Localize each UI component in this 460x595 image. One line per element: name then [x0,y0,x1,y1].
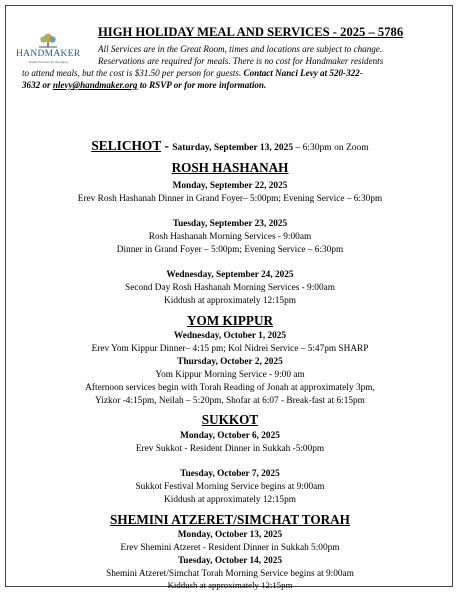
yom-kippur-line: Afternoon services begin with Torah Reading of Jonah at approximately 3pm, [85,383,375,393]
shemini-date-1: Monday, October 13, 2025 [177,530,283,540]
email-link[interactable]: nlevy@handmaker.org [52,80,138,90]
yom-kippur-date-1: Wednesday, October 1, 2025 [173,331,287,341]
yom-kippur-heading: YOM KIPPUR [186,313,274,328]
yom-kippur-line: Yizkor -4:15pm, Neilah – 5:20pm, Shofar at 6:07 - Break-fast at 6:15pm [95,396,365,406]
rosh-hashanah-date-1: Monday, September 22, 2025 [172,181,288,191]
sukkot-line: Sukkot Festival Morning Service begins at 9:00am [135,482,325,492]
sukkot-date-1: Monday, October 6, 2025 [180,431,280,441]
sukkot-line: Kiddush at approximately 12:15pm [164,495,296,505]
intro-line-4: 3632 or nlevy@handmaker.org to RSVP or for more information. [22,80,267,90]
sukkot-date-2: Tuesday, October 7, 2025 [180,469,280,479]
intro-line-2: Reservations are required for meals. There is no cost for Handmaker residents [98,56,384,66]
yom-kippur-date-2: Thursday, October 2, 2025 [177,357,283,367]
shemini-line: Erev Shemini Atzeret - Resident Dinner in Sukkah 5:00pm [120,543,340,553]
rosh-hashanah-line: Second Day Rosh Hashanah Morning Services - 9:00am [125,283,335,293]
logo-tagline: Jewish Services for the Aging [28,60,68,64]
page-title: HIGH HOLIDAY MEAL AND SERVICES - 2025 – 5786 [98,25,404,39]
sukkot-line: Erev Sukkot - Resident Dinner in Sukkah -5:00pm [135,444,325,454]
rosh-hashanah-line: Dinner in Grand Foyer – 5:00pm; Evening Service – 6:30pm [116,245,344,255]
rosh-hashanah-line: Kiddush at approximately 12:15pm [164,296,296,306]
rosh-hashanah-date-2: Tuesday, September 23, 2025 [172,219,288,229]
yom-kippur-line: Yom Kippur Morning Service - 9:00 am [155,370,305,380]
sukkot-heading: SUKKOT [201,412,259,427]
selichot-date: Saturday, September 13, 2025 [172,143,294,153]
intro-line-1: All Services are in the Great Room, times and locations are subject to change. [98,44,383,54]
selichot-line: SELICHOT - Saturday, September 13, 2025 – 6:30pm on Zoom [91,138,369,153]
rosh-hashanah-line: Erev Rosh Hashanah Dinner in Grand Foyer– 5:00pm; Evening Service – 6:30pm [77,194,383,204]
selichot-heading: SELICHOT [91,138,162,153]
rosh-hashanah-date-3: Wednesday, September 24, 2025 [166,270,294,280]
shemini-line: Shemini Atzeret/Simchat Torah Morning Service begins at 9:00am [106,569,354,579]
logo-wordmark: HANDMAKER [16,49,81,59]
selichot-time: – 6:30pm on Zoom [293,143,369,153]
rosh-hashanah-heading: ROSH HASHANAH [171,160,289,175]
yom-kippur-line: Erev Yom Kippur Dinner– 4:15 pm; Kol Nidrei Service – 5:47pm SHARP [91,344,369,354]
intro-line-3: to attend meals, but the cost is $31.50 per person for guests. Contact Nanci Levy at 520-322- [22,68,363,78]
rosh-hashanah-line: Rosh Hashanah Morning Services - 9:00am [148,232,312,242]
contact-text: Contact Nanci Levy at 520-322- [243,68,363,78]
shemini-date-2: Tuesday, October 14, 2025 [177,556,283,566]
tree-icon [33,32,63,48]
shemini-line: Kiddush at approximately 12:15pm [167,580,293,590]
shemini-atzeret-heading: SHEMINI ATZERET/SIMCHAT TORAH [110,512,350,527]
handmaker-logo [16,32,80,64]
